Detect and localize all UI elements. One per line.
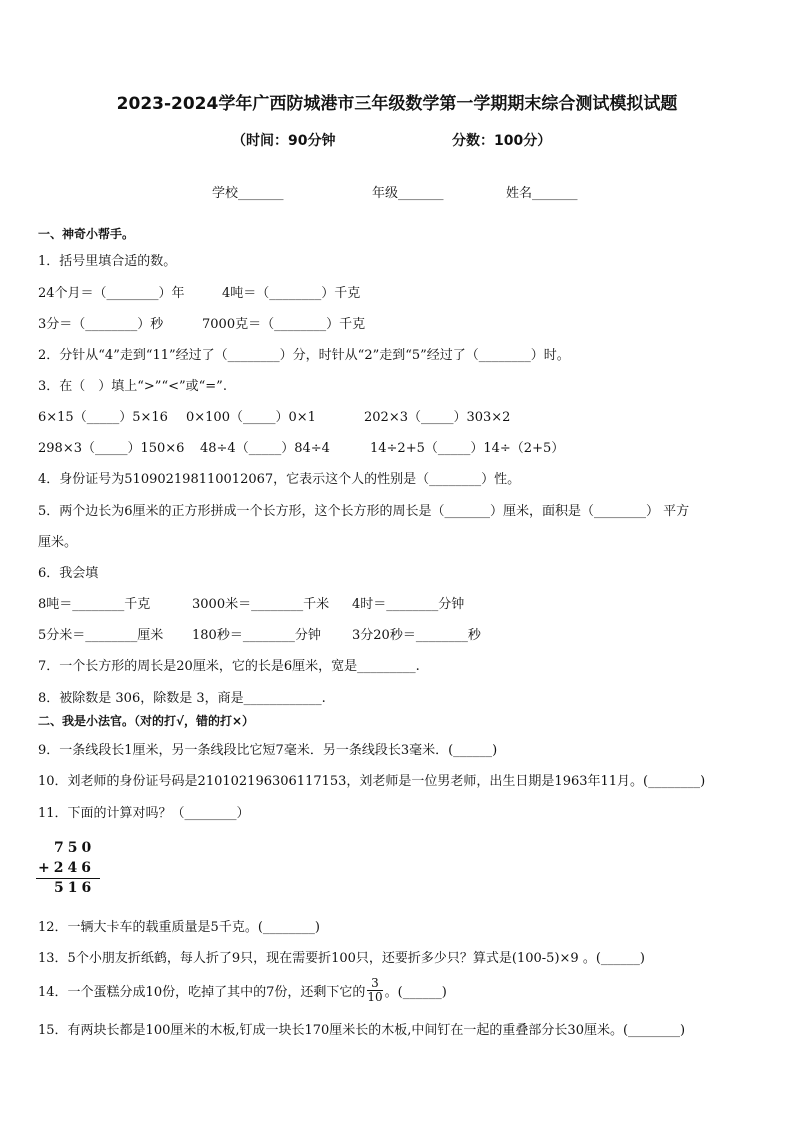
sum-rule	[36, 878, 100, 879]
question-3c: 202×3（_____）303×2	[364, 410, 511, 425]
fraction-numerator: 3	[367, 977, 382, 991]
name-field: 姓名_______	[506, 186, 578, 201]
page-title: 2023-2024学年广西防城港市三年级数学第一学期期末综合测试模拟试题	[116, 94, 678, 114]
question-12: 12．一辆大卡车的载重质量是5千克。(________)	[38, 920, 320, 935]
question-6f: 3分20秒＝________秒	[352, 628, 481, 643]
question-1: 1．括号里填合适的数。	[38, 254, 177, 269]
question-5: 5．两个边长为6厘米的正方形拼成一个长方形，这个长方形的周长是（_______）厘米，面积是（________） 平方	[38, 504, 690, 519]
section-2-heading: 二、我是小法官。（对的打√，错的打×）	[38, 714, 255, 728]
addend-top: 750	[54, 840, 96, 856]
section-1-heading: 一、神奇小帮手。	[38, 227, 135, 241]
question-6d: 5分米＝________厘米	[38, 628, 164, 643]
question-3b: 0×100（_____）0×1	[186, 410, 316, 425]
question-1b: 4吨＝（________）千克	[222, 286, 361, 301]
question-4: 4．身份证号为510902198110012067，它表示这个人的性别是（________）性。	[38, 472, 521, 487]
question-3f: 14÷2+5（_____）14÷（2+5）	[370, 441, 565, 456]
question-1c: 3分＝（________）秒	[38, 317, 164, 332]
school-field: 学校_______	[212, 186, 284, 201]
question-1d: 7000克＝（________）千克	[202, 317, 366, 332]
question-3d: 298×3（_____）150×6	[38, 441, 185, 456]
addend-bottom: +246	[38, 860, 95, 876]
question-13: 13．5个小朋友折纸鹤，每人折了9只，现在需要折100只，还要折多少只？算式是(100-5)×9 。(______)	[38, 951, 645, 966]
grade-field: 年级_______	[372, 186, 444, 201]
question-7: 7．一个长方形的周长是20厘米，它的长是6厘米，宽是_________.	[38, 659, 420, 674]
question-1a: 24个月＝（________）年	[38, 286, 185, 301]
exam-time: （时间：90分钟	[232, 133, 336, 149]
question-5-continued: 厘米。	[38, 535, 78, 550]
question-14-answer: 。(______)	[384, 984, 447, 1000]
question-9: 9．一条线段长1厘米，另一条线段比它短7毫米．另一条线段长3毫米．(______)	[38, 743, 498, 758]
question-14-text: 14．一个蛋糕分成10份，吃掉了其中的7份，还剩下它的	[38, 984, 366, 1000]
question-6e: 180秒＝________分钟	[192, 628, 321, 643]
question-6: 6．我会填	[38, 566, 99, 581]
fraction-denominator: 10	[367, 990, 383, 1004]
fraction	[367, 977, 382, 1003]
question-3a: 6×15（_____）5×16	[38, 410, 168, 425]
question-6b: 3000米＝________千米	[192, 597, 330, 612]
question-2: 2．分针从“4”走到“11”经过了（________）分，时针从“2”走到“5”经过了（________）时。	[38, 348, 570, 363]
question-11: 11．下面的计算对吗？（________）	[38, 806, 250, 821]
question-6c: 4时＝________分钟	[352, 597, 465, 612]
question-15: 15．有两块长都是100厘米的木板,钉成一块长170厘米长的木板,中间钉在一起的重叠部分长30厘米。(________)	[38, 1023, 686, 1038]
question-3: 3．在（ ）填上“>”“<”或“=”.	[38, 379, 227, 394]
question-14	[38, 970, 447, 1010]
question-6a: 8吨＝________千克	[38, 597, 151, 612]
exam-score: 分数：100分）	[452, 133, 552, 149]
question-10: 10．刘老师的身份证号码是210102196306117153，刘老师是一位男老师，出生日期是1963年11月。(________)	[38, 774, 706, 789]
question-8: 8．被除数是 306，除数是 3，商是____________.	[38, 691, 326, 706]
vertical-addition	[32, 838, 112, 898]
question-3e: 48÷4（_____）84÷4	[200, 441, 330, 456]
sum-result: 516	[54, 880, 96, 896]
